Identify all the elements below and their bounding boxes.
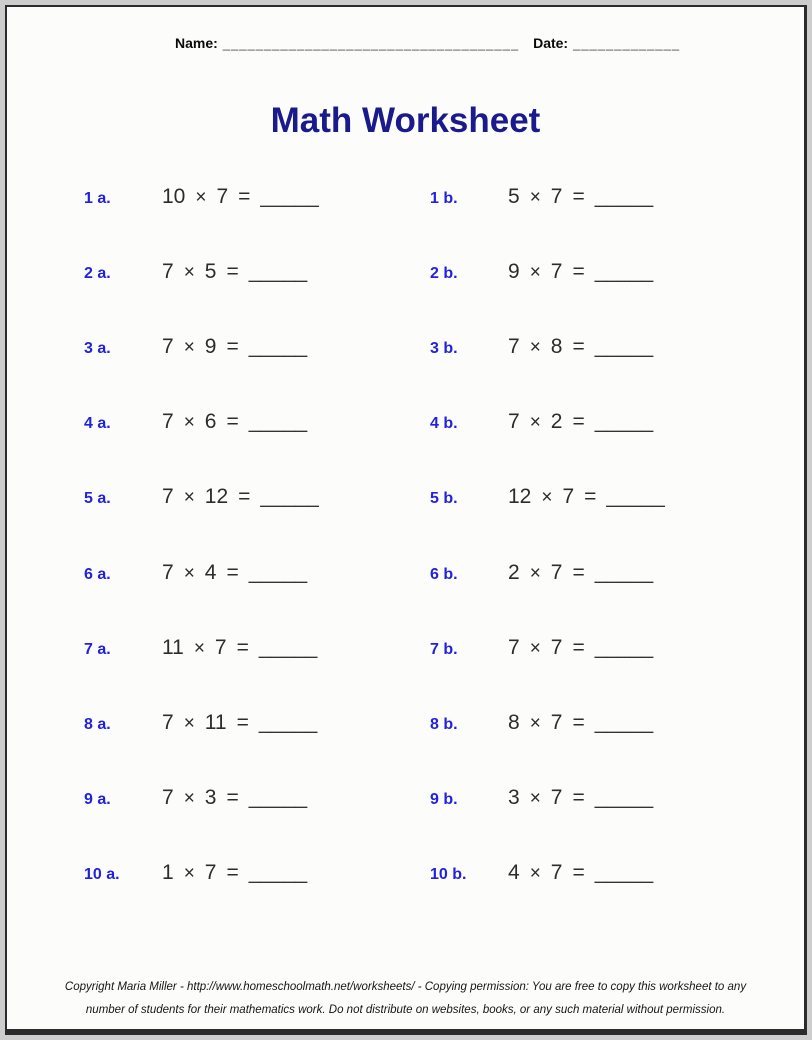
factor-right: 7 — [550, 635, 563, 659]
problem-expression — [508, 636, 653, 660]
problem-expression — [162, 636, 317, 660]
problem-number-label: 5 a. — [84, 490, 111, 508]
problem-number-label: 4 b. — [430, 415, 458, 433]
multiply-sign: × — [193, 637, 205, 659]
problem-8a — [84, 711, 317, 735]
problem-number-label: 6 a. — [84, 565, 111, 583]
problem-grid — [7, 159, 804, 911]
multiply-sign: × — [183, 412, 195, 434]
factor-right: 3 — [204, 786, 217, 810]
multiply-sign: × — [529, 788, 541, 810]
equals-sign: = — [226, 861, 239, 885]
problem-expression — [162, 335, 307, 359]
problem-10b — [430, 861, 653, 885]
problem-expression — [508, 260, 653, 284]
multiply-sign: × — [183, 336, 195, 358]
answer-blank: _____ — [594, 334, 654, 358]
answer-blank: _____ — [248, 259, 308, 283]
factor-right: 7 — [562, 485, 575, 509]
problem-number-label: 10 b. — [430, 866, 467, 884]
equals-sign: = — [572, 410, 585, 434]
problem-number-label: 6 b. — [430, 565, 458, 583]
problem-5b — [430, 485, 665, 509]
date-fill-line: _____________ — [573, 36, 681, 51]
multiply-sign: × — [183, 788, 195, 810]
factor-left: 7 — [508, 635, 520, 659]
problem-4b — [430, 410, 653, 434]
problem-3b — [430, 335, 653, 359]
factor-right: 7 — [216, 184, 229, 208]
equals-sign: = — [226, 334, 239, 358]
factor-left: 10 — [162, 184, 186, 208]
problem-5a — [84, 485, 319, 509]
problem-2a — [84, 260, 307, 284]
problem-expression — [508, 335, 653, 359]
factor-left: 7 — [508, 410, 520, 434]
answer-blank: _____ — [594, 861, 654, 885]
factor-right: 11 — [204, 710, 227, 734]
equals-sign: = — [572, 334, 585, 358]
problem-expression — [508, 711, 653, 735]
problem-3a — [84, 335, 307, 359]
factor-right: 9 — [204, 334, 217, 358]
problem-row — [7, 309, 804, 384]
problem-expression — [162, 410, 307, 434]
equals-sign: = — [572, 861, 585, 885]
problem-6a — [84, 561, 307, 585]
problem-9a — [84, 786, 307, 810]
copyright-line-2: number of students for their mathematics work. Do not distribute on websites, books, or any such material without permission. — [85, 1003, 726, 1016]
factor-left: 7 — [162, 710, 174, 734]
factor-right: 6 — [204, 410, 217, 434]
answer-blank: _____ — [606, 485, 665, 509]
multiply-sign: × — [183, 562, 195, 584]
problem-row — [7, 836, 804, 911]
factor-right: 8 — [550, 334, 563, 358]
equals-sign: = — [572, 786, 585, 810]
problem-expression — [508, 410, 653, 434]
factor-left: 7 — [162, 410, 174, 434]
equals-sign: = — [226, 786, 239, 810]
problem-1a — [84, 185, 319, 209]
problem-6b — [430, 561, 653, 585]
multiply-sign: × — [529, 412, 541, 434]
problem-number-label: 7 a. — [84, 640, 111, 658]
problem-expression — [508, 185, 653, 209]
name-label: Name: — [175, 35, 218, 51]
problem-number-label: 3 b. — [430, 339, 458, 357]
factor-right: 7 — [550, 861, 563, 885]
factor-left: 8 — [508, 710, 520, 734]
problem-4a — [84, 410, 307, 434]
answer-blank: _____ — [594, 560, 654, 584]
factor-right: 7 — [550, 560, 563, 584]
problem-row — [7, 159, 804, 234]
factor-right: 7 — [550, 259, 563, 283]
factor-left: 9 — [508, 259, 520, 283]
problem-expression — [508, 786, 653, 810]
factor-right: 4 — [204, 560, 217, 584]
factor-left: 2 — [508, 560, 520, 584]
problem-number-label: 1 b. — [430, 189, 458, 207]
factor-left: 7 — [162, 560, 174, 584]
answer-blank: _____ — [248, 786, 308, 810]
problem-1b — [430, 185, 653, 209]
equals-sign: = — [572, 635, 585, 659]
answer-blank: _____ — [594, 259, 654, 283]
problem-expression — [162, 185, 319, 209]
problem-9b — [430, 786, 653, 810]
answer-blank: _____ — [594, 710, 654, 734]
multiply-sign: × — [529, 186, 541, 208]
answer-blank: _____ — [248, 861, 308, 885]
problem-expression — [162, 861, 307, 885]
answer-blank: _____ — [594, 184, 654, 208]
problem-expression — [162, 260, 307, 284]
problem-number-label: 2 a. — [84, 264, 111, 282]
copyright-line-1: Copyright Maria Miller - http://www.homeschoolmath.net/worksheets/ - Copying permission: You are free to copy this worksheet to any — [64, 981, 747, 994]
equals-sign: = — [238, 184, 251, 208]
problem-number-label: 1 a. — [84, 189, 111, 207]
worksheet-page — [5, 5, 807, 1035]
multiply-sign: × — [529, 261, 541, 283]
factor-right: 7 — [550, 184, 563, 208]
name-fill-line: ____________________________________ — [222, 36, 520, 51]
problem-expression — [162, 485, 319, 509]
equals-sign: = — [226, 560, 239, 584]
problem-2b — [430, 260, 653, 284]
problem-row — [7, 535, 804, 610]
problem-expression — [162, 711, 317, 735]
problem-number-label: 2 b. — [430, 264, 458, 282]
answer-blank: _____ — [594, 786, 654, 810]
header — [175, 35, 680, 51]
problem-number-label: 4 a. — [84, 415, 111, 433]
date-label: Date: — [533, 35, 569, 51]
problem-number-label: 3 a. — [84, 339, 111, 357]
problem-row — [7, 761, 804, 836]
equals-sign: = — [226, 410, 239, 434]
multiply-sign: × — [529, 863, 541, 885]
problem-7a — [84, 636, 317, 660]
problem-number-label: 10 a. — [84, 866, 120, 884]
equals-sign: = — [584, 485, 597, 509]
factor-right: 7 — [214, 635, 227, 659]
problem-expression — [508, 561, 653, 585]
factor-left: 12 — [508, 485, 532, 509]
factor-right: 7 — [550, 786, 563, 810]
factor-left: 5 — [508, 184, 520, 208]
factor-right: 7 — [550, 710, 563, 734]
factor-left: 7 — [162, 786, 174, 810]
answer-blank: _____ — [594, 635, 654, 659]
multiply-sign: × — [529, 712, 541, 734]
factor-left: 7 — [162, 259, 174, 283]
answer-blank: _____ — [260, 184, 319, 208]
answer-blank: _____ — [248, 560, 308, 584]
problem-10a — [84, 861, 307, 885]
multiply-sign: × — [529, 637, 541, 659]
problem-number-label: 8 a. — [84, 715, 111, 733]
factor-left: 7 — [508, 334, 520, 358]
factor-left: 3 — [508, 786, 520, 810]
equals-sign: = — [572, 560, 585, 584]
page-title: Math Worksheet — [270, 101, 541, 140]
answer-blank: _____ — [258, 710, 318, 734]
factor-right: 12 — [204, 485, 229, 509]
equals-sign: = — [236, 635, 249, 659]
problem-number-label: 9 b. — [430, 791, 458, 809]
factor-left: 7 — [162, 334, 174, 358]
problem-number-label: 7 b. — [430, 640, 458, 658]
problem-number-label: 8 b. — [430, 715, 458, 733]
factor-left: 4 — [508, 861, 520, 885]
problem-row — [7, 234, 804, 309]
equals-sign: = — [572, 259, 585, 283]
multiply-sign: × — [529, 336, 541, 358]
factor-right: 7 — [204, 861, 217, 885]
copyright-footer — [7, 976, 804, 1021]
multiply-sign: × — [195, 186, 207, 208]
factor-right: 5 — [204, 259, 217, 283]
problem-expression — [508, 861, 653, 885]
answer-blank: _____ — [248, 334, 308, 358]
problem-7b — [430, 636, 653, 660]
equals-sign: = — [226, 259, 239, 283]
multiply-sign: × — [529, 562, 541, 584]
problem-expression — [508, 485, 665, 509]
multiply-sign: × — [183, 712, 195, 734]
factor-left: 7 — [162, 485, 174, 509]
multiply-sign: × — [183, 261, 195, 283]
problem-expression — [162, 786, 307, 810]
equals-sign: = — [238, 485, 251, 509]
problem-expression — [162, 561, 307, 585]
problem-row — [7, 460, 804, 535]
multiply-sign: × — [183, 487, 195, 509]
answer-blank: _____ — [258, 635, 318, 659]
answer-blank: _____ — [248, 410, 308, 434]
problem-row — [7, 610, 804, 685]
equals-sign: = — [236, 710, 249, 734]
multiply-sign: × — [541, 487, 553, 509]
answer-blank: _____ — [594, 410, 654, 434]
problem-8b — [430, 711, 653, 735]
equals-sign: = — [572, 710, 585, 734]
factor-left: 11 — [162, 635, 184, 659]
problem-row — [7, 685, 804, 760]
multiply-sign: × — [183, 863, 195, 885]
answer-blank: _____ — [260, 485, 319, 509]
factor-right: 2 — [550, 410, 563, 434]
problem-number-label: 9 a. — [84, 791, 111, 809]
problem-number-label: 5 b. — [430, 490, 458, 508]
equals-sign: = — [572, 184, 585, 208]
factor-left: 1 — [162, 861, 174, 885]
problem-row — [7, 385, 804, 460]
